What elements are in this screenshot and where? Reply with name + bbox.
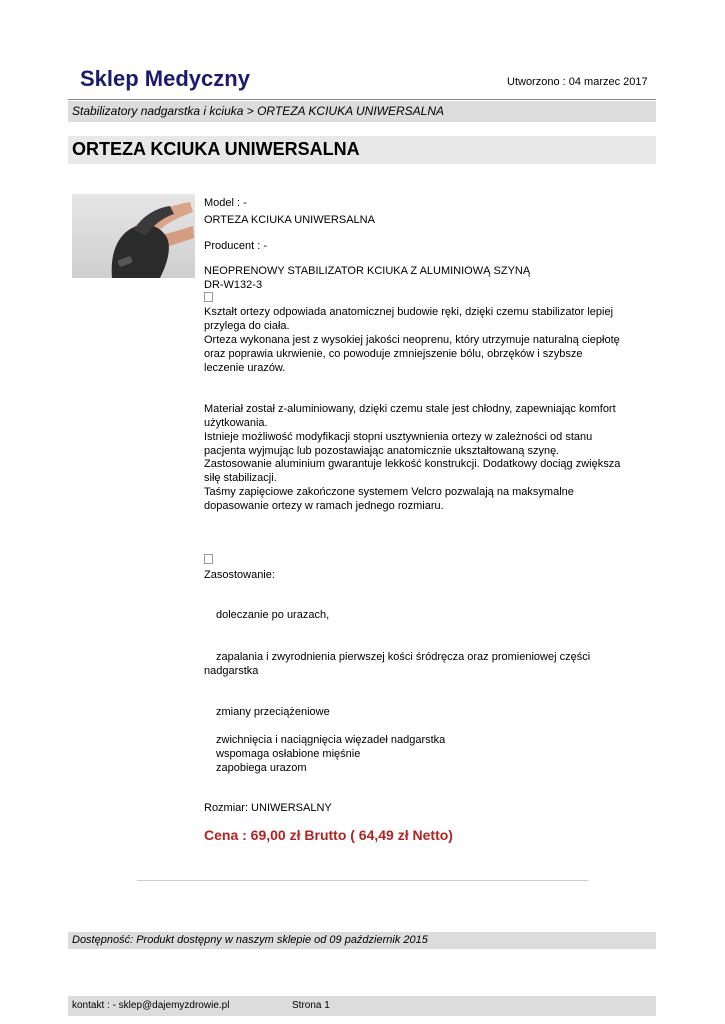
product-image xyxy=(72,194,195,278)
availability-text: Dostępność: Produkt dostępny w naszym sklepie od 09 październik 2015 xyxy=(72,934,428,946)
product-title-bar xyxy=(68,136,656,164)
description-paragraph: Kształt ortezy odpowiada anatomicznej budowie ręki, dzięki czemu stabilizator lepiej przylega do ciała. xyxy=(204,306,614,332)
breadcrumb-bar xyxy=(68,101,656,122)
footer-bar xyxy=(68,996,656,1016)
placeholder-icon xyxy=(204,292,624,306)
created-date: Utworzono : 04 marzec 2017 xyxy=(507,76,648,88)
header-divider xyxy=(68,99,656,100)
usage-item: wspomaga osłabione mięśnie xyxy=(216,748,361,760)
product-subtitle: NEOPRENOWY STABILIZATOR KCIUKA Z ALUMINIOWĄ SZYNĄ xyxy=(204,265,531,277)
site-title: Sklep Medyczny xyxy=(80,66,250,91)
usage-item: zwichnięcia i naciągnięcia więzadeł nadgarstka xyxy=(216,734,446,746)
breadcrumb[interactable]: Stabilizatory nadgarstka i kciuka > ORTEZA KCIUKA UNIWERSALNA xyxy=(72,104,445,118)
page-number: Strona 1 xyxy=(292,1000,330,1011)
description-paragraph: Taśmy zapięciowe zakończone systemem Velcro pozwalają na maksymalne dopasowanie ortezy w ramach jednego rozmiaru. xyxy=(204,486,574,512)
producer-label: Producent : - xyxy=(204,240,267,252)
model-label: Model : - xyxy=(204,197,247,209)
usage-item: zapalania i zwyrodnienia pierwszej kości śródręcza oraz promieniowej części nadgarstka xyxy=(204,651,591,677)
thumb-brace-illustration xyxy=(72,194,195,278)
description-paragraph: Materiał został z-aluminiowany, dzięki czemu stale jest chłodny, zapewniając komfort użytkowania. xyxy=(204,403,616,429)
product-title: ORTEZA KCIUKA UNIWERSALNA xyxy=(72,139,360,159)
usage-item: zapobiega urazom xyxy=(216,762,307,774)
price: Cena : 69,00 zł Brutto ( 64,49 zł Netto) xyxy=(204,827,453,843)
description-paragraph: Orteza wykonana jest z wysokiej jakości neoprenu, który utrzymuje naturalną ciepłotę oraz poprawia ukrwienie, co powoduje zmniejszenie bólu, obrzęków i szybsze leczenie urazów. xyxy=(204,334,620,374)
availability-bar xyxy=(68,932,656,949)
usage-item: zmiany przeciążeniowe xyxy=(216,706,330,718)
description-paragraph: Istnieje możliwość modyfikacji stopni usztywnienia ortezy w zależności od stanu pacjenta wyjmując lub pozostawiając anatomicznie ukształtowaną szynę. xyxy=(204,431,593,457)
product-code: DR-W132-3 xyxy=(204,279,263,291)
size-info: Rozmiar: UNIWERSALNY xyxy=(204,802,332,814)
separator xyxy=(137,880,588,881)
usage-label: Zasostowanie: xyxy=(204,569,275,581)
model-name: ORTEZA KCIUKA UNIWERSALNA xyxy=(204,214,375,226)
placeholder-icon xyxy=(204,554,624,568)
usage-item: doleczanie po urazach, xyxy=(216,609,330,621)
footer-contact[interactable]: kontakt : - sklep@dajemyzdrowie.pl xyxy=(72,1000,230,1011)
description-paragraph: Zastosowanie aluminium gwarantuje lekkość konstrukcji. Dodatkowy dociąg zwiększa siłę stabilizacji. xyxy=(204,458,621,484)
